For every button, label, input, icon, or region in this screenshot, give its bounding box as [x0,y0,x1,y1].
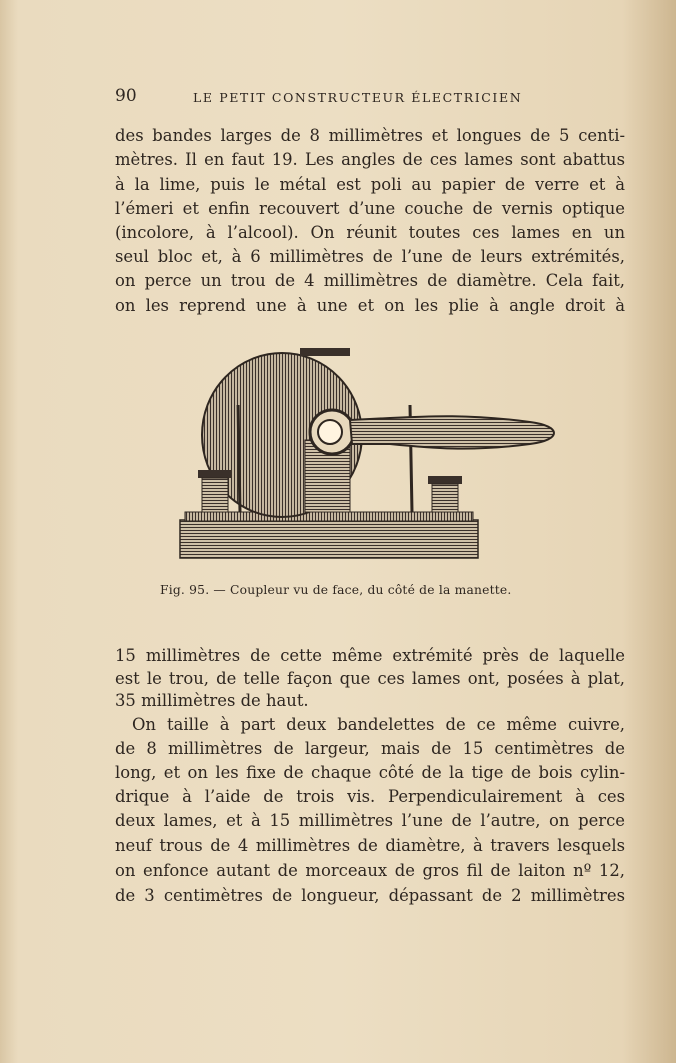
handle-icon [310,410,554,454]
text-line: neuf trous de 4 millimètres de diamètre, à travers lesquels [115,836,625,855]
text-line: 15 millimètres de cette même extrémité près de laquelle [115,646,625,665]
text-line: l’émeri et enfin recouvert d’une couche de vernis optique [115,199,625,218]
text-line: On taille à part deux bandelettes de ce même cuivre, [132,715,625,734]
terminal-left-icon [198,470,232,512]
figure-coupler-illustration [170,340,565,565]
text-line: on perce un trou de 4 millimètres de diamètre. Cela fait, [115,271,625,290]
text-line: mètres. Il en faut 19. Les angles de ces lames sont abattus [115,150,625,169]
text-line: on enfonce autant de morceaux de gros fil de laiton nº 12, [115,861,625,880]
text-line: de 8 millimètres de largeur, mais de 15 centimètres de [115,739,625,758]
running-title: LE PETIT CONSTRUCTEUR ÉLECTRICIEN [193,90,523,105]
text-line: deux lames, et à 15 millimètres l’une de l’autre, on perce [115,811,625,830]
base-plate-icon [180,512,478,558]
text-line: seul bloc et, à 6 millimètres de l’une de leurs extrémités, [115,247,625,266]
text-line: des bandes larges de 8 millimètres et longues de 5 centi- [115,126,625,145]
text-line: (incolore, à l’alcool). On réunit toutes ces lames en un [115,223,625,242]
terminal-right-icon [428,476,462,512]
running-header [115,86,625,108]
figure-caption: Fig. 95. — Coupleur vu de face, du côté de la manette. [160,583,512,597]
text-line: à la lime, puis le métal est poli au papier de verre et à [115,175,625,194]
page-number: 90 [115,86,137,106]
text-line: on les reprend une à une et on les plie à angle droit à [115,296,625,315]
text-line: 35 millimètres de haut. [115,691,309,710]
text-line: de 3 centimètres de longueur, dépassant de 2 millimètres [115,886,625,905]
text-line: drique à l’aide de trois vis. Perpendiculairement à ces [115,787,625,806]
text-line: long, et on les fixe de chaque côté de la tige de bois cylin- [115,763,625,782]
text-line: est le trou, de telle façon que ces lames ont, posées à plat, [115,669,625,688]
